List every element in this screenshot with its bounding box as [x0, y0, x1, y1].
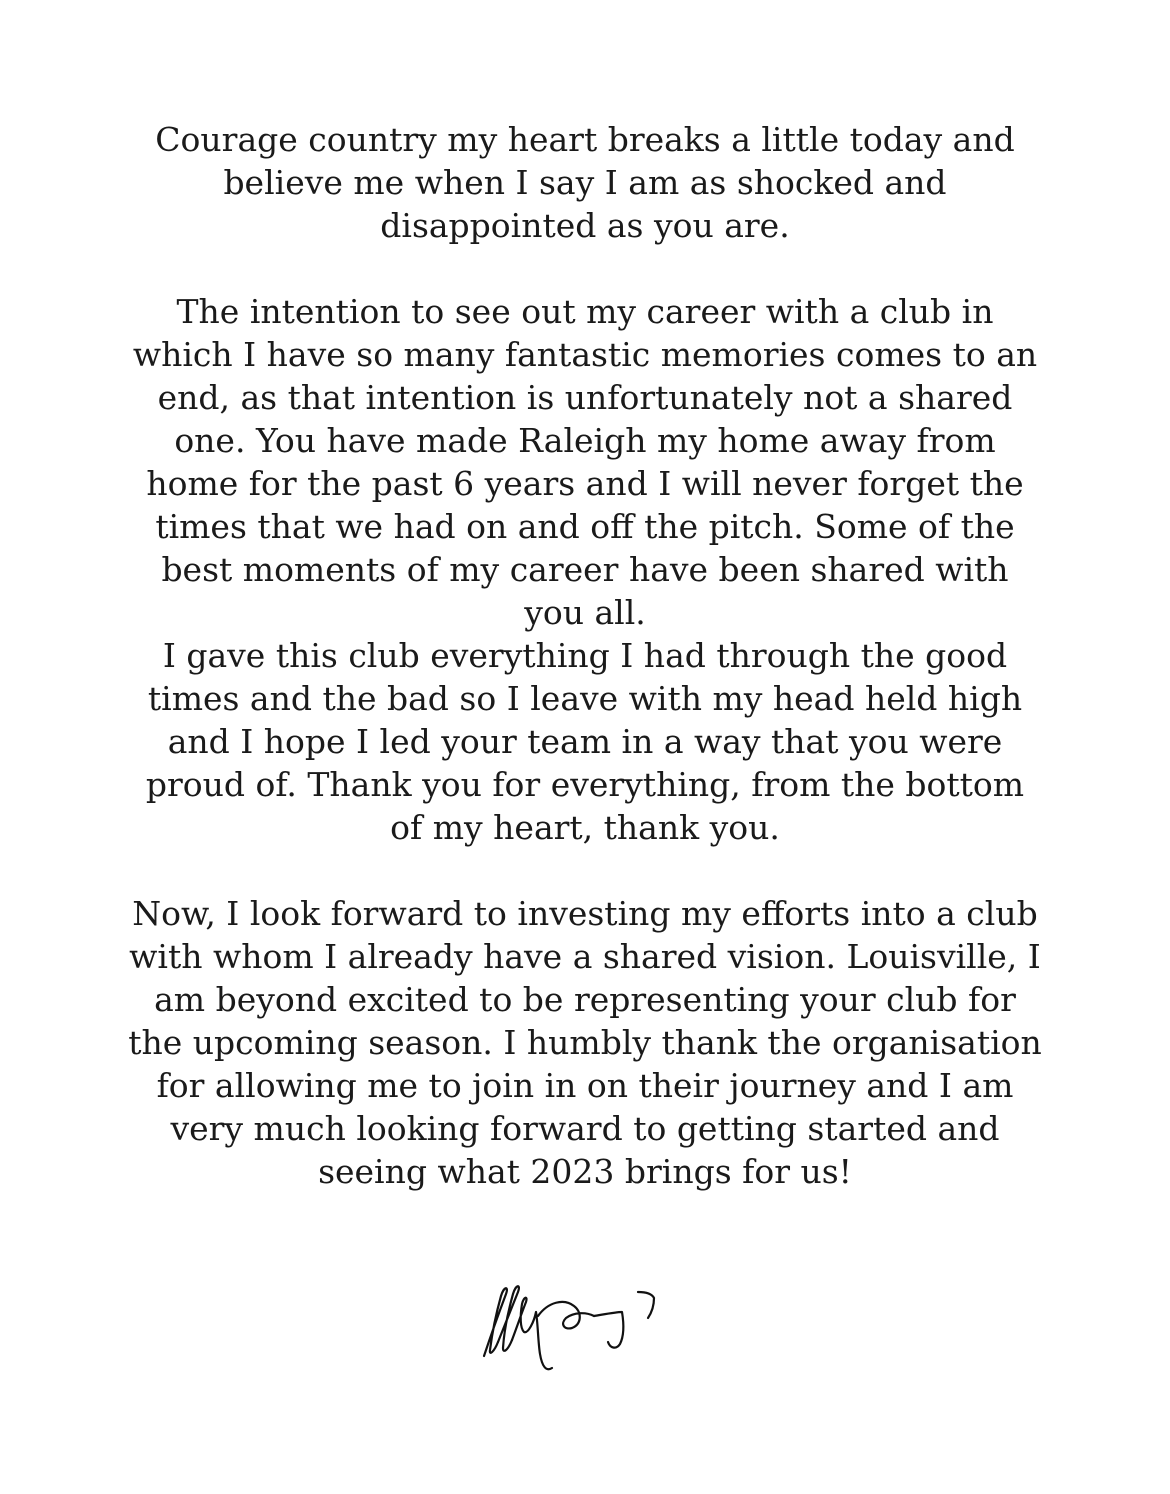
paragraph-line: home for the past 6 years and I will never forget the	[146, 464, 1024, 503]
paragraph-line: seeing what 2023 brings for us!	[318, 1152, 852, 1191]
paragraph-line: end, as that intention is unfortunately not a shared	[157, 378, 1013, 417]
paragraph-line: with whom I already have a shared vision. Louisville, I	[129, 937, 1041, 976]
paragraph-line: disappointed as you are.	[380, 206, 790, 245]
paragraph-4	[120, 892, 1050, 1193]
signature-stroke	[538, 1302, 594, 1328]
paragraph-line: and I hope I led your team in a way that you were	[167, 722, 1003, 761]
paragraph-1	[120, 118, 1050, 247]
paragraph-line: believe me when I say I am as shocked and	[223, 163, 947, 202]
paragraph-line: best moments of my career have been shared with	[161, 550, 1009, 589]
paragraph-line: very much looking forward to getting started and	[170, 1109, 1000, 1148]
paragraph-line: one. You have made Raleigh my home away from	[174, 421, 996, 460]
paragraph-line: times and the bad so I leave with my head held high	[147, 679, 1023, 718]
paragraph-line: proud of. Thank you for everything, from the bottom	[145, 765, 1025, 804]
paragraph-line: which I have so many fantastic memories comes to an	[132, 335, 1038, 374]
paragraph-line: am beyond excited to be representing your club for	[154, 980, 1016, 1019]
paragraph-line: for allowing me to join in on their journey and I am	[156, 1066, 1014, 1105]
paragraph-line: you all.	[524, 593, 646, 632]
handwritten-signature	[478, 1272, 668, 1377]
signature-stroke	[594, 1312, 623, 1348]
paragraph-line: the upcoming season. I humbly thank the organisation	[128, 1023, 1042, 1062]
paragraph-spacer	[120, 849, 1050, 892]
paragraph-line: Courage country my heart breaks a little today and	[155, 120, 1015, 159]
paragraph-line: of my heart, thank you.	[390, 808, 780, 847]
letter-body	[120, 118, 1050, 1193]
paragraph-line: times that we had on and off the pitch. Some of the	[155, 507, 1015, 546]
paragraph-line: Now, I look forward to investing my efforts into a club	[132, 894, 1038, 933]
paragraph-line: The intention to see out my career with a club in	[176, 292, 994, 331]
paragraph-line: I gave this club everything I had through the good	[162, 636, 1008, 675]
paragraph-spacer	[120, 247, 1050, 290]
paragraph-3	[120, 634, 1050, 849]
paragraph-2	[120, 290, 1050, 634]
signature-stroke	[638, 1292, 654, 1318]
